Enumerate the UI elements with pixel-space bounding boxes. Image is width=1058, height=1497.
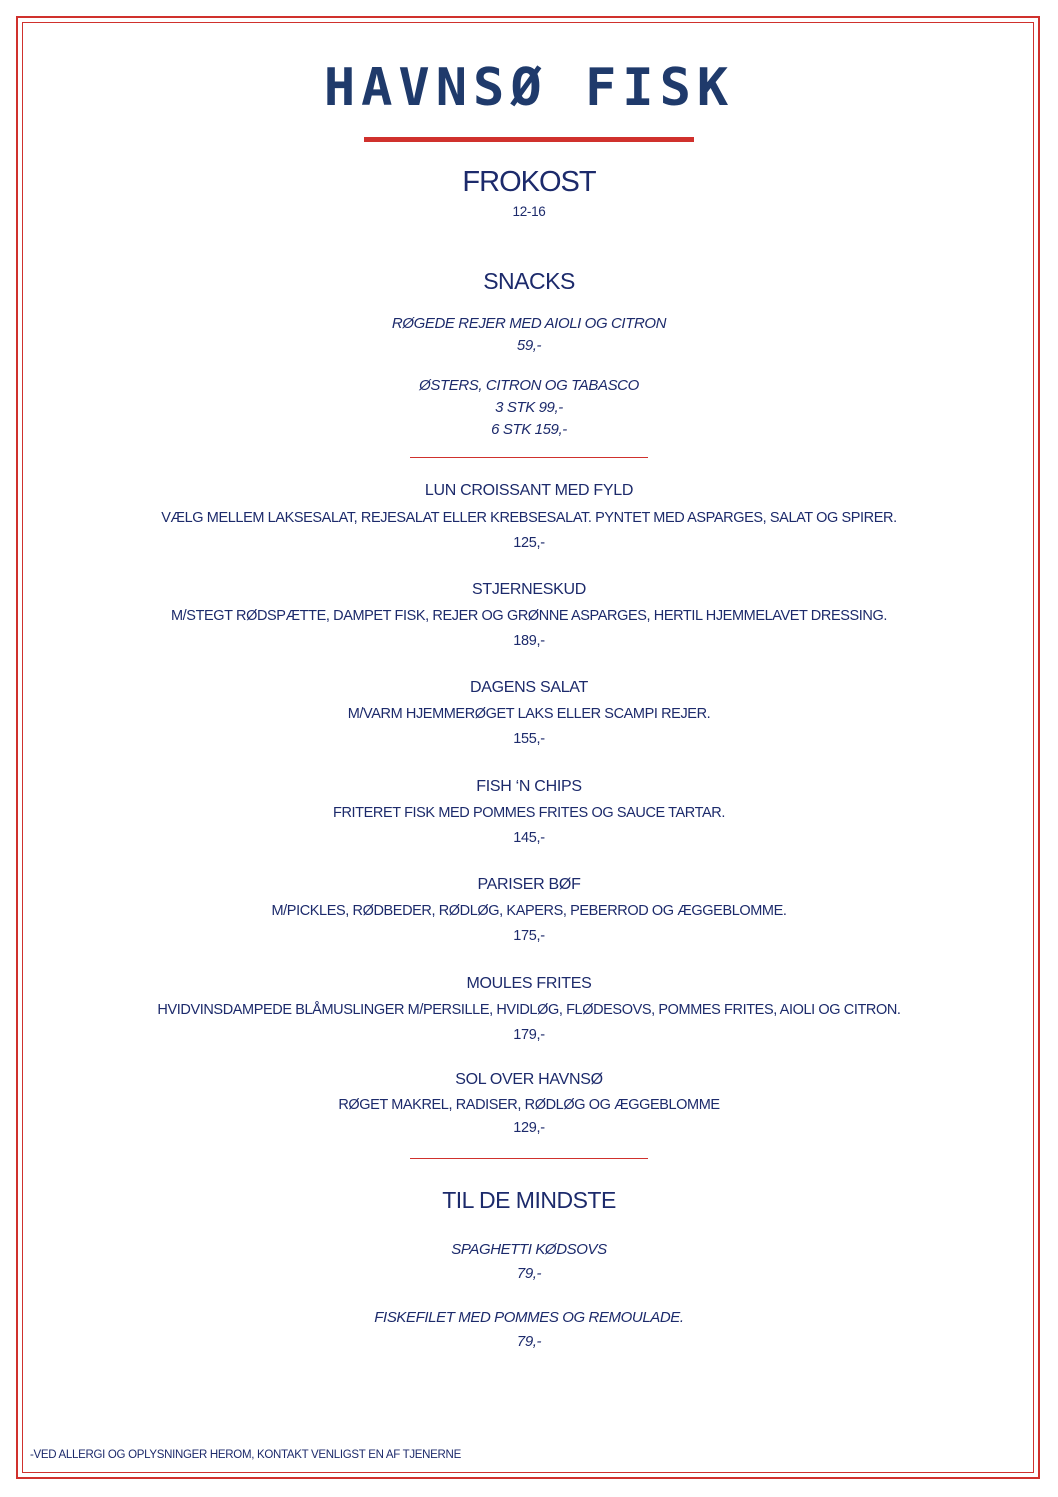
menu-title: FROKOST	[462, 166, 596, 198]
dish-name: MOULES FRITES	[466, 975, 592, 992]
snacks-heading: SNACKS	[483, 268, 575, 294]
snack-item-price: 3 STK 99,-	[495, 399, 563, 416]
kids-item-price: 79,-	[516, 1265, 542, 1282]
dish-description: HVIDVINSDAMPEDE BLÅMUSLINGER M/PERSILLE, HVIDLØG, FLØDESOVS, POMMES FRITES, AIOLI OG CITRON.	[157, 1002, 901, 1018]
dish-description: M/PICKLES, RØDBEDER, RØDLØG, KAPERS, PEBERROD OG ÆGGEBLOMME.	[271, 903, 787, 919]
dish-description: RØGET MAKREL, RADISER, RØDLØG OG ÆGGEBLOMME	[338, 1097, 720, 1113]
section-divider	[410, 1158, 648, 1159]
dish-description: VÆLG MELLEM LAKSESALAT, REJESALAT ELLER KREBSESALAT. PYNTET MED ASPARGES, SALAT OG SPIRER.	[161, 510, 897, 526]
menu-hours: 12-16	[512, 204, 546, 219]
dish-price: 175,-	[513, 928, 545, 944]
dish-name: LUN CROISSANT MED FYLD	[424, 482, 634, 499]
allergy-note: -VED ALLERGI OG OPLYSNINGER HEROM, KONTAKT VENLIGST EN AF TJENERNE	[30, 1449, 461, 1461]
dish-description: M/VARM HJEMMERØGET LAKS ELLER SCAMPI REJER.	[347, 706, 711, 722]
dish-price: 129,-	[513, 1120, 545, 1136]
brand-logo: HAVNSØ FISK	[323, 58, 735, 118]
dish-name: STJERNESKUD	[471, 581, 587, 598]
dish-price: 145,-	[513, 830, 545, 846]
kids-item-price: 79,-	[516, 1333, 542, 1350]
dish-description: M/STEGT RØDSPÆTTE, DAMPET FISK, REJER OG GRØNNE ASPARGES, HERTIL HJEMMELAVET DRESSING.	[171, 608, 887, 624]
kids-item-name: SPAGHETTI KØDSOVS	[451, 1241, 607, 1258]
snack-item-name: ØSTERS, CITRON OG TABASCO	[419, 377, 639, 394]
dish-price: 189,-	[513, 633, 545, 649]
dish-price: 179,-	[513, 1027, 545, 1043]
kids-heading: TIL DE MINDSTE	[442, 1187, 616, 1213]
dish-description: FRITERET FISK MED POMMES FRITES OG SAUCE TARTAR.	[333, 805, 725, 821]
dish-name: DAGENS SALAT	[470, 679, 588, 696]
snack-item-price: 6 STK 159,-	[491, 421, 567, 438]
snack-item-price: 59,-	[516, 337, 542, 354]
dish-name: FISH ‘N CHIPS	[476, 778, 582, 795]
dish-price: 125,-	[513, 535, 545, 551]
snack-item-name: RØGEDE REJER MED AIOLI OG CITRON	[391, 315, 667, 332]
dish-name: SOL OVER HAVNSØ	[455, 1071, 603, 1088]
brand-underline	[364, 137, 694, 142]
dish-name: PARISER BØF	[477, 876, 581, 893]
dish-price: 155,-	[513, 731, 545, 747]
section-divider	[410, 457, 648, 458]
kids-item-name: FISKEFILET MED POMMES OG REMOULADE.	[374, 1309, 684, 1326]
